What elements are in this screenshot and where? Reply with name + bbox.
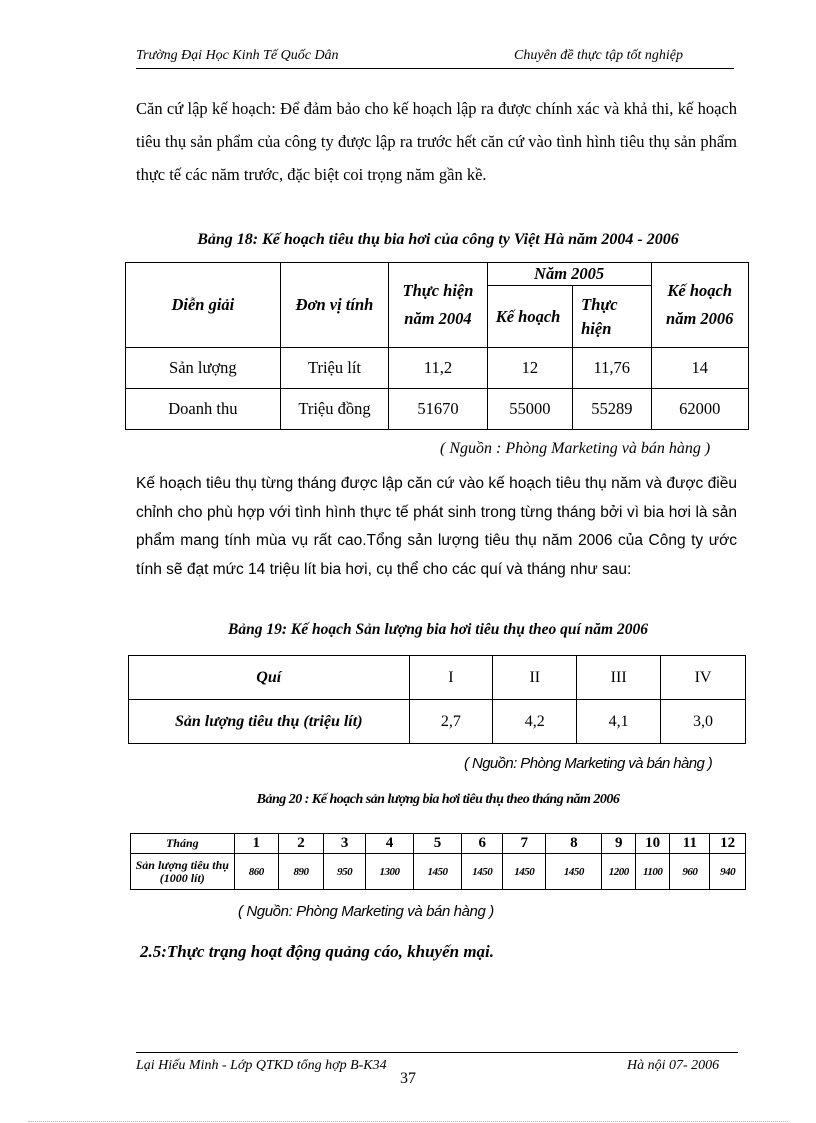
- table20-label-thang: Tháng: [131, 834, 235, 854]
- table20: [130, 833, 746, 890]
- table20-value: 890: [278, 854, 323, 890]
- table18-header-thuc-hien-2004: Thực hiện năm 2004: [389, 263, 487, 348]
- table20-value: 860: [234, 854, 278, 890]
- table20-value: 1450: [462, 854, 503, 890]
- table20-month: 2: [278, 834, 323, 854]
- table18: [125, 262, 749, 430]
- table20-value: 1300: [366, 854, 413, 890]
- table20-month: 3: [324, 834, 366, 854]
- table20-caption: Bảng 20 : Kế hoạch sản lượng bia hơi tiêu thụ theo tháng năm 2006: [256, 792, 620, 807]
- table20-value: 960: [670, 854, 710, 890]
- table18-cell: Triệu lít: [280, 348, 389, 389]
- table18-cell: Doanh thu: [126, 389, 281, 430]
- table19-quarter: I: [409, 656, 493, 700]
- table19-label-qui: Quí: [129, 656, 410, 700]
- table20-month: 5: [413, 834, 462, 854]
- footer-date: Hà nội 07- 2006: [627, 1058, 720, 1073]
- table20-month: 9: [602, 834, 635, 854]
- table18-cell: 55289: [573, 389, 651, 430]
- table20-value: 1200: [602, 854, 635, 890]
- table19: [128, 655, 746, 744]
- table19-label-san-luong: Sản lượng tiêu thụ (triệu lít): [129, 700, 410, 744]
- table19-value: 4,2: [493, 700, 577, 744]
- table18-cell: Triệu đồng: [280, 389, 389, 430]
- section-heading: 2.5:Thực trạng hoạt động quảng cáo, khuyến mại.: [140, 942, 495, 961]
- table20-month: 1: [234, 834, 278, 854]
- table18-cell: 51670: [389, 389, 487, 430]
- table20-value: 1100: [635, 854, 670, 890]
- paragraph-monthly-plan: Kế hoạch tiêu thụ từng tháng được lập căn cứ vào kế hoạch tiêu thụ năm và được điều chỉnh cho phù hợp với tình hình thực tế phát sinh trong từng tháng bởi vì bia hơi là sản phẩm mang tính mùa vụ rất cao.Tổng sản lượng tiêu thụ năm 2006 của Công ty ước tính sẽ đạt mức 14 triệu lít bia hơi, cụ thể cho các quí và tháng như sau:: [136, 475, 737, 578]
- header-divider: [136, 68, 734, 69]
- table20-month: 10: [635, 834, 670, 854]
- table18-header-nam-2005: Năm 2005: [487, 263, 651, 286]
- table20-value: 940: [710, 854, 746, 890]
- table18-cell: 11,2: [389, 348, 487, 389]
- footer-divider: [136, 1052, 738, 1053]
- table20-value: 1450: [546, 854, 602, 890]
- footer-author: Lại Hiếu Minh - Lớp QTKD tổng hợp B-K34: [136, 1058, 387, 1073]
- table20-month: 6: [462, 834, 503, 854]
- table20-label-san-luong: Sản lượng tiêu thụ (1000 lít): [131, 854, 235, 890]
- header-title: Chuyên đề thực tập tốt nghiệp: [514, 48, 683, 63]
- table19-caption: Bảng 19: Kế hoạch Sản lượng bia hơi tiêu thụ theo quí năm 2006: [228, 621, 648, 638]
- table-row: [126, 348, 749, 389]
- table19-quarter: II: [493, 656, 577, 700]
- table20-month: 11: [670, 834, 710, 854]
- page-edge: [28, 1121, 788, 1122]
- table18-header-thuc-hien: Thực hiện: [573, 286, 651, 348]
- table18-header-dien-giai: Diễn giải: [126, 263, 281, 348]
- table20-value: 950: [324, 854, 366, 890]
- table18-caption: Bảng 18: Kế hoạch tiêu thụ bia hơi của công ty Việt Hà năm 2004 - 2006: [197, 231, 679, 248]
- table20-month: 7: [503, 834, 546, 854]
- table18-header-ke-hoach-2006: Kế hoạch năm 2006: [651, 263, 749, 348]
- table18-cell: 14: [651, 348, 749, 389]
- table19-value: 4,1: [577, 700, 661, 744]
- table18-source: ( Nguồn : Phòng Marketing và bán hàng ): [440, 440, 711, 457]
- table18-cell: 12: [487, 348, 572, 389]
- table20-month: 12: [710, 834, 746, 854]
- table20-value: 1450: [503, 854, 546, 890]
- header-school: Trường Đại Học Kinh Tế Quốc Dân: [136, 48, 339, 63]
- table20-source: ( Nguồn: Phòng Marketing và bán hàng ): [238, 903, 494, 920]
- table20-month: 8: [546, 834, 602, 854]
- table19-value: 2,7: [409, 700, 493, 744]
- table18-cell: 55000: [487, 389, 572, 430]
- table18-cell: Sản lượng: [126, 348, 281, 389]
- table19-value: 3,0: [661, 700, 746, 744]
- page-number: 37: [400, 1070, 416, 1087]
- table-row: [126, 389, 749, 430]
- table20-month: 4: [366, 834, 413, 854]
- table19-quarter: IV: [661, 656, 746, 700]
- table18-header-don-vi: Đơn vị tính: [280, 263, 389, 348]
- table19-quarter: III: [577, 656, 661, 700]
- table19-source: ( Nguồn: Phòng Marketing và bán hàng ): [464, 755, 713, 772]
- table18-cell: 62000: [651, 389, 749, 430]
- table18-header-ke-hoach: Kế hoạch: [487, 286, 572, 348]
- table20-value: 1450: [413, 854, 462, 890]
- table18-cell: 11,76: [573, 348, 651, 389]
- paragraph-plan-basis: Căn cứ lập kế hoạch: Để đảm bảo cho kế hoạch lập ra được chính xác và khả thi, kế hoạch tiêu thụ sản phẩm của công ty được lập ra trước hết căn cứ vào tình hình tiêu thụ sản phẩm thực tế các năm trước, đặc biệt coi trọng năm gần kề.: [136, 99, 737, 184]
